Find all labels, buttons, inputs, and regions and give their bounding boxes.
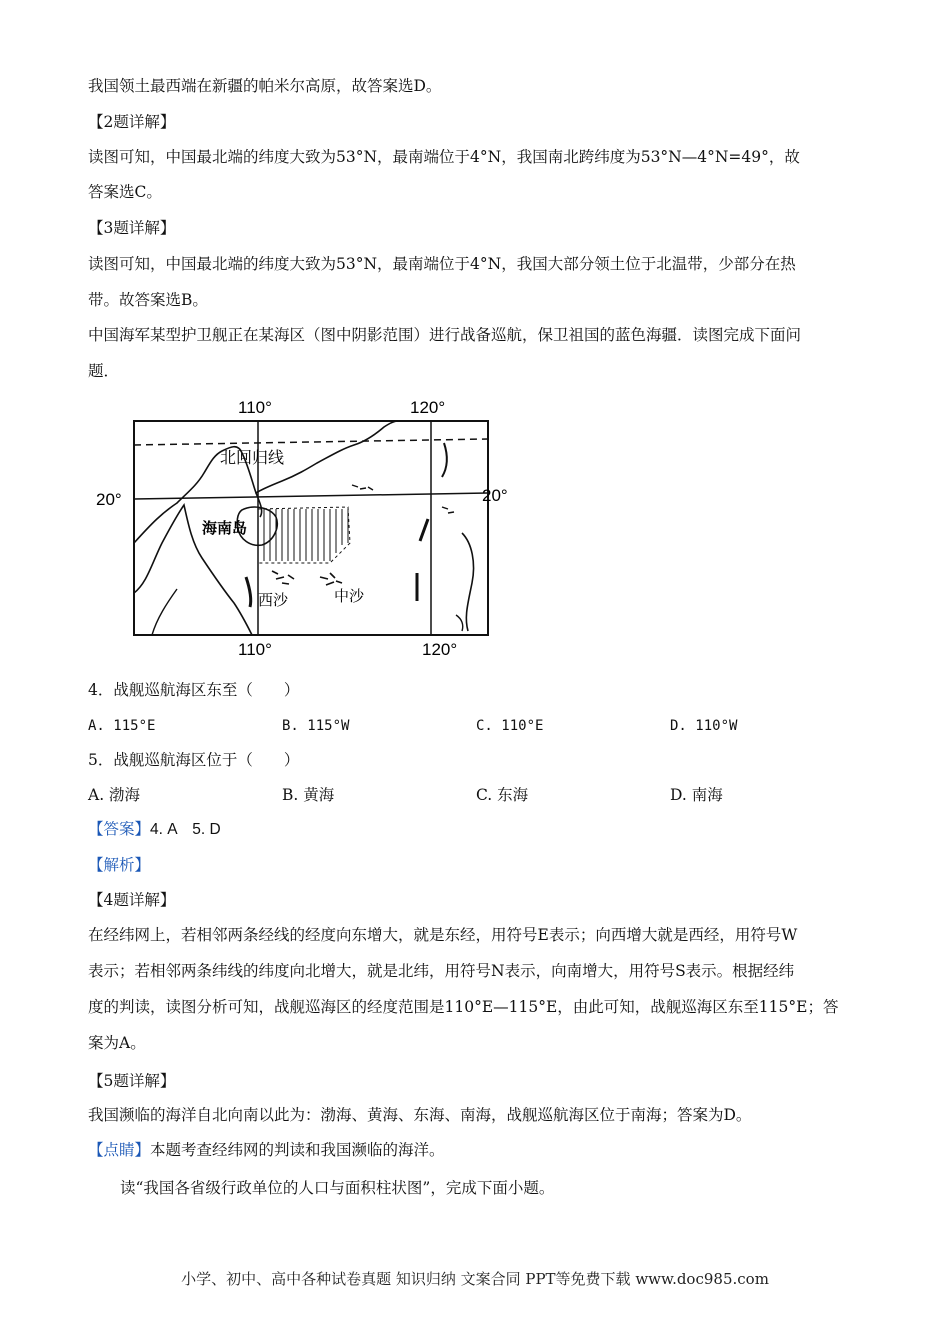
q5-option-c[interactable]: C. 东海	[476, 786, 529, 804]
paragraph-q2-line1: 读图可知，中国最北端的纬度大致为53°N，最南端位于4°N，我国南北跨纬度为53°N—4°N=49°，故	[88, 148, 800, 166]
paragraph-q2-line2: 答案选C。	[88, 183, 162, 201]
heading-q4-detail: 【4题详解】	[88, 891, 176, 909]
answer-value: 4. A 5. D	[150, 821, 221, 838]
question-4: 4．战舰巡航海区东至（ ）	[88, 681, 300, 699]
paragraph-q4-line2: 表示；若相邻两条纬线的纬度向北增大，就是北纬，用符号N表示，向南增大，用符号S表示。根据经纬	[88, 962, 795, 980]
heading-q3-detail: 【3题详解】	[88, 219, 176, 237]
heading-q5-detail: 【5题详解】	[88, 1072, 176, 1090]
paragraph-q1-conclusion: 我国领土最西端在新疆的帕米尔高原，故答案选D。	[88, 77, 442, 95]
answer-tag: 【答案】	[88, 820, 151, 838]
tip-tag: 【点睛】	[88, 1141, 151, 1159]
label-top-lon-left: 110°	[238, 398, 272, 417]
next-question-intro: 读“我国各省级行政单位的人口与面积柱状图”，完成下面小题。	[120, 1179, 555, 1197]
paragraph-q4-line1: 在经纬网上，若相邻两条经线的经度向东增大，就是东经，用符号E表示；向西增大就是西经，用符号W	[88, 926, 798, 944]
q5-option-d[interactable]: D. 南海	[670, 786, 723, 804]
question-5: 5．战舰巡航海区位于（ ）	[88, 751, 300, 769]
paragraph-q4-line3: 度的判读，读图分析可知，战舰巡海区的经度范围是110°E—115°E，由此可知，战舰巡海区东至115°E；答	[88, 998, 839, 1016]
q5-option-b[interactable]: B. 黄海	[282, 786, 335, 804]
label-bottom-lon-left: 110°	[238, 640, 272, 659]
question-intro-line1: 中国海军某型护卫舰正在某海区（图中阴影范围）进行战备巡航，保卫祖国的蓝色海疆．读图完成下面问	[88, 326, 802, 344]
q4-option-b[interactable]: B. 115°W	[282, 718, 350, 734]
south-china-sea-map	[92, 393, 522, 663]
tip-line	[88, 1140, 445, 1160]
paragraph-q5: 我国濒临的海洋自北向南以此为：渤海、黄海、东海、南海，战舰巡航海区位于南海；答案为D。	[88, 1106, 752, 1124]
answer-line	[88, 819, 221, 840]
tip-text: 本题考查经纬网的判读和我国濒临的海洋。	[150, 1141, 445, 1159]
label-xisha: 西沙	[258, 592, 289, 609]
analysis-tag: 【解析】	[88, 856, 151, 874]
map-frame	[134, 421, 488, 635]
label-lat-left: 20°	[96, 490, 122, 509]
label-lat-right: 20°	[482, 486, 508, 505]
label-hainan: 海南岛	[202, 520, 248, 537]
tropic-of-cancer	[134, 439, 488, 445]
paragraph-q3-line2: 带。故答案选B。	[88, 291, 208, 309]
q5-option-a[interactable]: A. 渤海	[88, 786, 141, 804]
patrol-area	[258, 509, 348, 561]
label-top-lon-right: 120°	[410, 398, 446, 417]
label-zhongsha: 中沙	[334, 588, 365, 605]
paragraph-q4-line4: 案为A。	[88, 1034, 146, 1052]
question-intro-line2: 题．	[88, 362, 120, 380]
q4-option-d[interactable]: D. 110°W	[670, 718, 738, 734]
q4-option-c[interactable]: C. 110°E	[476, 718, 544, 734]
label-bottom-lon-right: 120°	[422, 640, 458, 659]
paragraph-q3-line1: 读图可知，中国最北端的纬度大致为53°N，最南端位于4°N，我国大部分领土位于北温带，少部分在热	[88, 255, 796, 273]
page-footer: 小学、初中、高中各种试卷真题 知识归纳 文案合同 PPT等免费下载 www.doc985.com	[181, 1270, 769, 1288]
q4-option-a[interactable]: A. 115°E	[88, 718, 156, 734]
heading-q2-detail: 【2题详解】	[88, 113, 176, 131]
label-tropic: 北回归线	[220, 450, 285, 467]
